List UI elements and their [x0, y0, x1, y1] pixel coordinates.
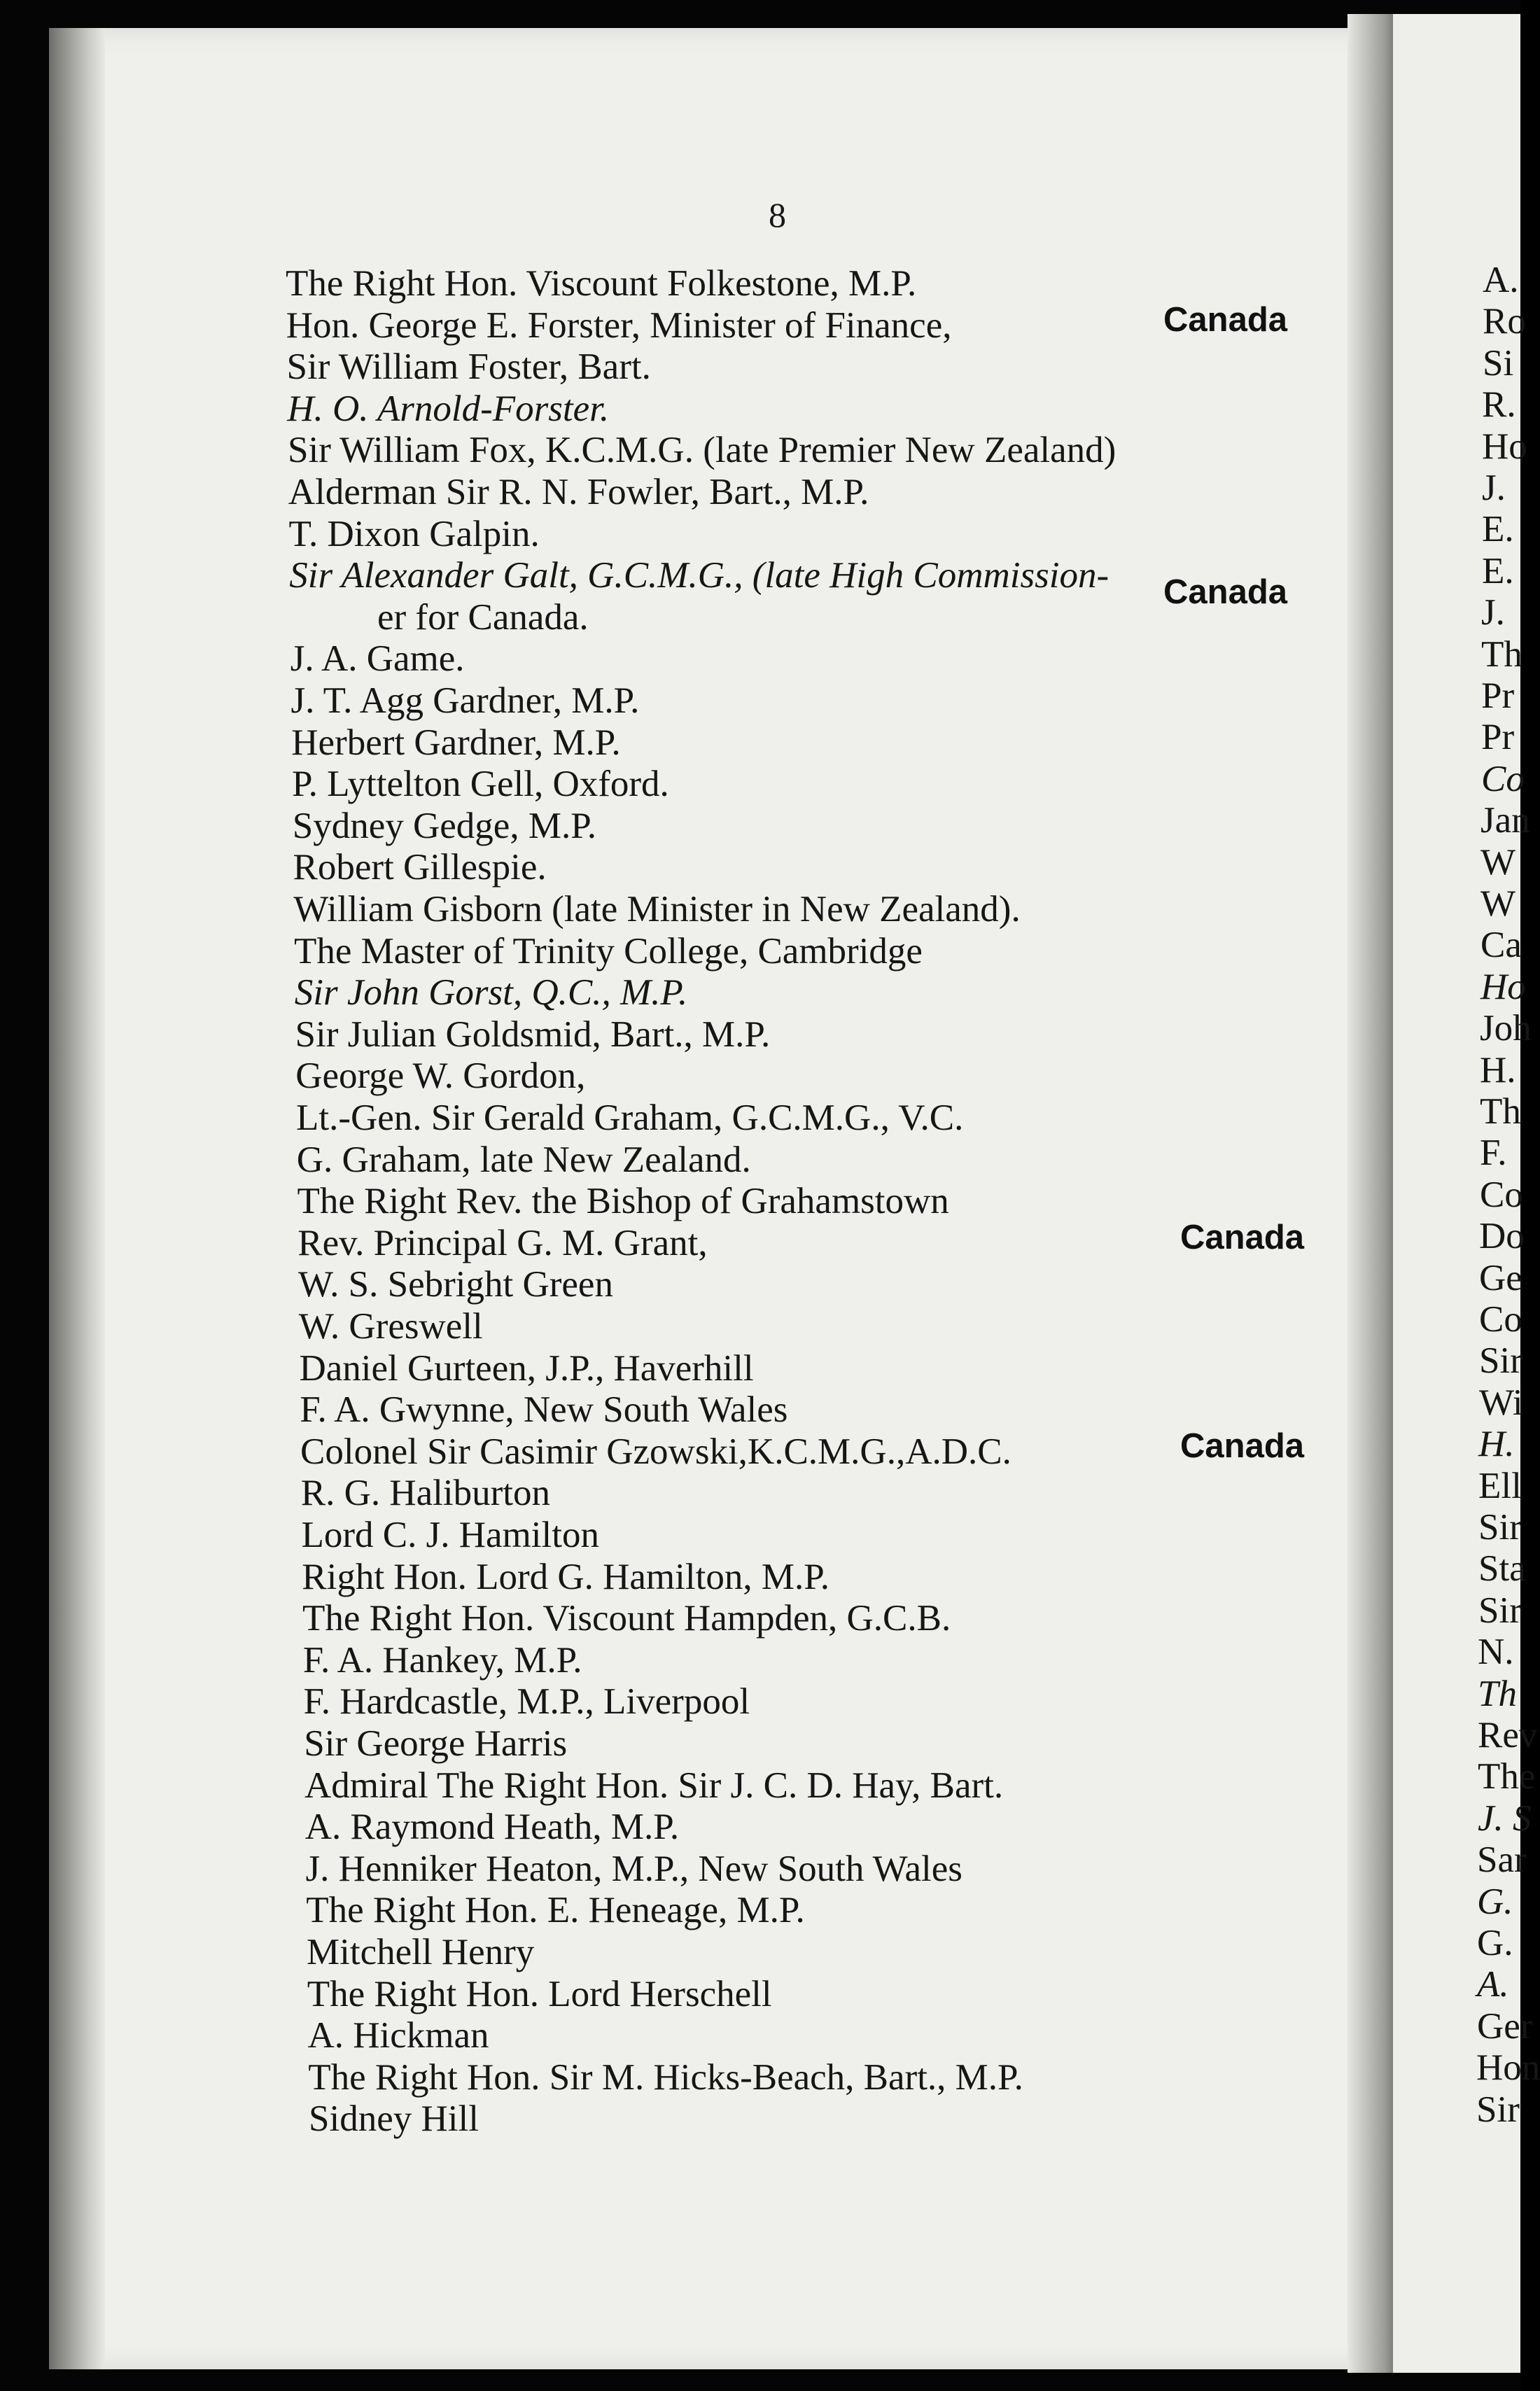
list-entry: The Right Hon. Lord Herschell [307, 1973, 772, 2014]
list-entry: W. Greswell [298, 1306, 483, 1347]
list-entry: The Right Hon. E. Heneage, M.P. [306, 1890, 805, 1931]
list-entry: R. G. Haliburton [300, 1473, 550, 1514]
facing-page-fragment: Ger [1477, 2005, 1533, 2047]
list-entry: H. O. Arnold-Forster. [287, 388, 610, 429]
facing-page-fragment: Ro [1483, 301, 1526, 342]
list-entry: A. Raymond Heath, M.P. [304, 1807, 680, 1848]
list-entry: A. Hickman [307, 2015, 489, 2056]
list-entry: Alderman Sir R. N. Fowler, Bart., M.P. [288, 472, 869, 512]
facing-page-fragment: Pr [1481, 717, 1515, 758]
list-entry: Mitchell Henry [307, 1932, 535, 1972]
list-entry: J. Henniker Heaton, M.P., New South Wales [305, 1848, 962, 1889]
list-entry: Sir William Foster, Bart. [286, 346, 651, 388]
facing-page-fragment: The [1478, 1756, 1536, 1797]
list-entry: Sir Julian Goldsmid, Bart., M.P. [295, 1014, 771, 1055]
list-entry: William Gisborn (late Minister in New Zealand). [293, 889, 1021, 930]
facing-page-fragment: Sir [1478, 1507, 1522, 1548]
facing-page-fragment: J. S [1478, 1797, 1532, 1839]
list-entry: The Right Hon. Viscount Folkestone, M.P. [286, 263, 917, 304]
facing-page-fragment: Sir [1476, 2089, 1520, 2130]
list-entry: P. Lyttelton Gell, Oxford. [292, 764, 669, 805]
facing-page-fragment: J. [1482, 468, 1506, 508]
country-tag: Canada [1163, 300, 1288, 339]
facing-page-fragment: Ell [1478, 1465, 1522, 1506]
list-entry: Sir William Fox, K.C.M.G. (late Premier New Zealand) [288, 430, 1116, 471]
facing-page-fragment: Hon [1476, 2047, 1540, 2089]
facing-page-fragment: A. [1483, 260, 1519, 300]
facing-page-fragment: Th [1481, 633, 1522, 675]
list-entry: F. A. Gwynne, New South Wales [300, 1389, 788, 1431]
list-entry: The Master of Trinity College, Cambridge [294, 930, 923, 972]
facing-page-fragment: Ca [1480, 925, 1522, 966]
facing-page-fragment: Pr [1481, 675, 1515, 716]
country-tag: Canada [1163, 573, 1288, 611]
list-entry: F. Hardcastle, M.P., Liverpool [303, 1681, 750, 1723]
facing-page-fragment: Jan [1480, 800, 1530, 841]
list-entry: Sir George Harris [304, 1723, 568, 1764]
country-tag: Canada [1180, 1426, 1305, 1465]
facing-page-fragment: Th [1480, 1091, 1521, 1132]
facing-page-fragment: Sir [1478, 1590, 1522, 1631]
list-entry: Daniel Gurteen, J.P., Haverhill [299, 1347, 754, 1389]
list-entry: Lt.-Gen. Sir Gerald Graham, G.C.M.G., V.C. [296, 1098, 964, 1138]
list-entry: The Right Hon. Sir M. Hicks-Beach, Bart., M.P. [308, 2056, 1023, 2098]
list-entry: Sydney Gedge, M.P. [292, 805, 597, 846]
facing-page-fragment: Sar [1477, 1839, 1527, 1881]
list-entry: T. Dixon Galpin. [288, 513, 540, 554]
facing-page-fragment: G. [1477, 1881, 1513, 1922]
list-entry: F. A. Hankey, M.P. [302, 1639, 582, 1681]
facing-page-fragment: N. [1478, 1632, 1514, 1673]
facing-page-fragment: H. [1478, 1424, 1515, 1465]
facing-page-fragment: F. [1480, 1133, 1507, 1174]
facing-page-fragment: W [1480, 883, 1516, 924]
list-entry: George W. Gordon, [295, 1056, 586, 1097]
facing-page-fragment: E. [1482, 550, 1514, 591]
facing-page-fragment: Co [1479, 1299, 1522, 1340]
facing-page-fragment: Sir [1479, 1340, 1522, 1382]
facing-page-fragment: Si [1483, 342, 1514, 384]
facing-page-fragment: R. [1482, 384, 1516, 426]
facing-page-fragment: Ge [1479, 1257, 1522, 1298]
facing-page-fragment: E. [1482, 509, 1514, 550]
facing-page-fragment: Sta [1478, 1548, 1526, 1590]
list-entry: Sir Alexander Galt, G.C.M.G., (late High Commission- [289, 555, 1110, 596]
facing-page-fragment: Do [1479, 1216, 1525, 1257]
facing-page-fragment: Wi [1479, 1382, 1523, 1423]
list-entry: Herbert Gardner, M.P. [291, 722, 621, 763]
list-entry: J. T. Agg Gardner, M.P. [290, 680, 640, 721]
country-tag: Canada [1180, 1218, 1305, 1256]
list-entry: W. S. Sebright Green [298, 1264, 613, 1305]
list-entry: Admiral The Right Hon. Sir J. C. D. Hay, Bart. [304, 1765, 1004, 1806]
list-entry: Right Hon. Lord G. Hamilton, M.P. [302, 1556, 830, 1597]
page-number: 8 [769, 195, 786, 234]
list-entry: Lord C. J. Hamilton [301, 1515, 599, 1555]
list-entry: Colonel Sir Casimir Gzowski,K.C.M.G.,A.D.C. [300, 1431, 1011, 1472]
facing-page-fragment: Rev [1478, 1715, 1538, 1755]
list-entry: Hon. George E. Forster, Minister of Finance, [286, 304, 952, 346]
list-entry: The Right Rev. the Bishop of Grahamstown [297, 1181, 949, 1222]
facing-page-fragment: Th [1478, 1673, 1517, 1714]
list-entry: G. Graham, late New Zealand. [296, 1139, 751, 1180]
list-entry: Sidney Hill [309, 2098, 479, 2140]
list-entry: er for Canada. [377, 596, 589, 638]
facing-page-fragment: A. [1477, 1964, 1509, 2005]
list-entry: Sir John Gorst, Q.C., M.P. [294, 972, 688, 1014]
list-entry: Rev. Principal G. M. Grant, [298, 1222, 708, 1263]
facing-page-fragment: H. [1480, 1049, 1516, 1091]
facing-page-fragment: Ho [1482, 426, 1527, 467]
list-entry: J. A. Game. [290, 638, 465, 680]
facing-page-fragment: G. [1477, 1923, 1513, 1963]
facing-page-fragment: Co [1480, 1174, 1523, 1215]
facing-page-fragment: Joh [1480, 1008, 1532, 1049]
facing-page-fragment: J. [1481, 592, 1505, 633]
facing-page-fragment: Co [1481, 758, 1525, 799]
facing-page-fragment: W [1480, 841, 1516, 883]
facing-page-fragment: Ho [1480, 966, 1526, 1007]
list-entry: The Right Hon. Viscount Hampden, G.C.B. [302, 1598, 951, 1639]
list-entry: Robert Gillespie. [293, 847, 547, 888]
